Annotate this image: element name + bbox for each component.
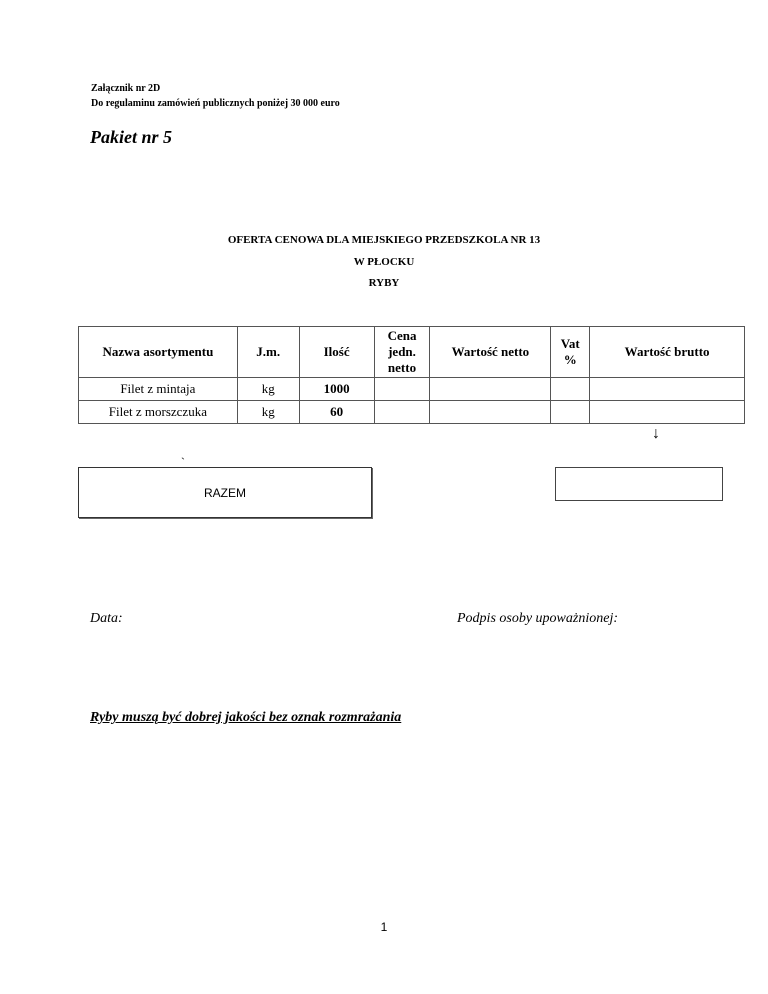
header-net-value: Wartość netto bbox=[430, 327, 551, 378]
table-row bbox=[79, 378, 745, 401]
cell-unit-price[interactable] bbox=[374, 401, 430, 424]
cell-unit: kg bbox=[237, 401, 299, 424]
total-value-box[interactable] bbox=[555, 467, 723, 501]
header-qty: Ilość bbox=[299, 327, 374, 378]
header-name: Nazwa asortymentu bbox=[79, 327, 238, 378]
signature-label: Podpis osoby upoważnionej: bbox=[457, 611, 618, 626]
cell-net-value[interactable] bbox=[430, 378, 551, 401]
cell-net-value[interactable] bbox=[430, 401, 551, 424]
package-title: Pakiet nr 5 bbox=[90, 127, 173, 147]
total-label: RAZEM bbox=[204, 485, 246, 500]
cell-gross-value[interactable] bbox=[590, 378, 745, 401]
offer-city: W PŁOCKU bbox=[353, 256, 415, 268]
tick-mark: ` bbox=[181, 455, 185, 469]
header-unit-price bbox=[374, 327, 430, 378]
page-number: 1 bbox=[380, 920, 388, 934]
cell-name: Filet z morszczuka bbox=[79, 401, 238, 424]
cell-vat[interactable] bbox=[551, 401, 590, 424]
attachment-label: Załącznik nr 2D bbox=[91, 83, 161, 94]
cell-unit-price[interactable] bbox=[374, 378, 430, 401]
header-vat-l2: % bbox=[563, 352, 577, 367]
cell-qty: 1000 bbox=[299, 378, 374, 401]
regulation-label: Do regulaminu zamówień publicznych poniżej 30 000 euro bbox=[91, 98, 340, 109]
header-unit-price-l1: Cena bbox=[387, 328, 417, 343]
table-row bbox=[79, 401, 745, 424]
cell-vat[interactable] bbox=[551, 378, 590, 401]
table-header-row bbox=[79, 327, 745, 378]
offer-title: OFERTA CENOWA DLA MIEJSKIEGO PRZEDSZKOLA NR 13 bbox=[227, 234, 541, 246]
header-vat bbox=[551, 327, 590, 378]
offer-category: RYBY bbox=[368, 277, 400, 289]
price-table bbox=[78, 326, 745, 424]
cell-unit: kg bbox=[237, 378, 299, 401]
total-label-box bbox=[78, 467, 372, 518]
date-label: Data: bbox=[90, 611, 123, 626]
cell-gross-value[interactable] bbox=[590, 401, 745, 424]
header-vat-l1: Vat bbox=[560, 336, 580, 351]
header-unit-price-l2: jedn. bbox=[388, 344, 416, 359]
header-unit: J.m. bbox=[237, 327, 299, 378]
cell-name: Filet z mintaja bbox=[79, 378, 238, 401]
down-arrow-icon: ↓ bbox=[652, 425, 660, 442]
header-gross-value: Wartość brutto bbox=[590, 327, 745, 378]
header-unit-price-l3: netto bbox=[387, 360, 417, 375]
quality-note: Ryby muszą być dobrej jakości bez oznak rozmrażania bbox=[90, 710, 402, 725]
cell-qty: 60 bbox=[299, 401, 374, 424]
